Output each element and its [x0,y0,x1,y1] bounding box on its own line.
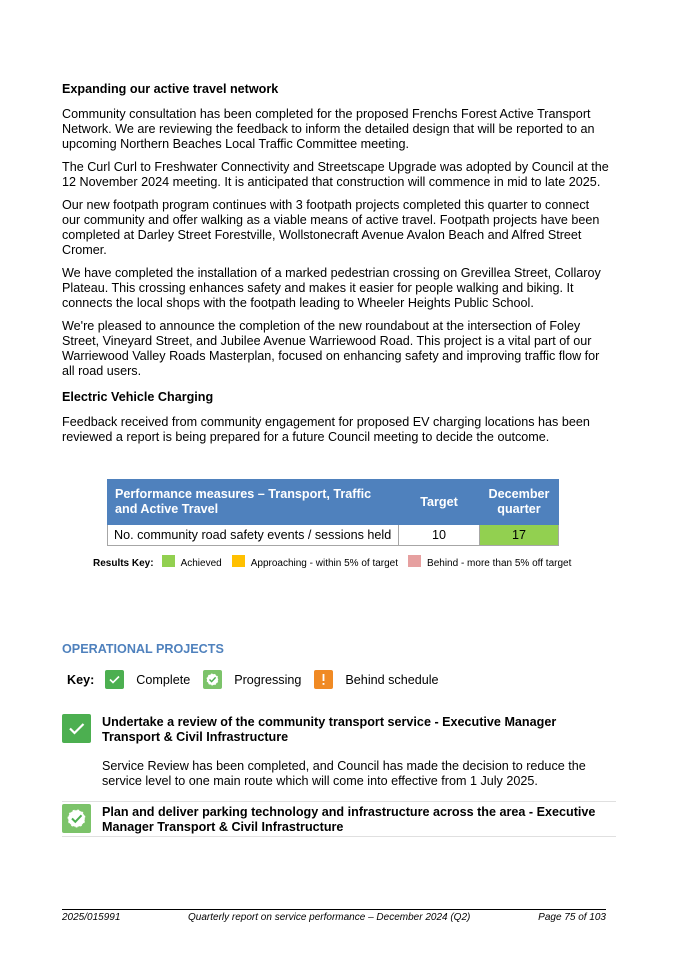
operational-key [67,670,452,689]
performance-measures-table [107,479,559,546]
achieved-swatch [162,555,175,567]
project-item [62,801,616,837]
behind-schedule-icon [314,670,333,689]
project-title: Undertake a review of the community transport service - Executive Manager Transport & Civil Infrastructure [102,715,557,744]
section-heading-active-travel: Expanding our active travel network [62,82,279,96]
paragraph: Our new footpath program continues with 3 footpath projects completed this quarter to connect our community and offer walking as a viable means of active travel. Footpath projects have been completed at Darley Street Forestville, Wollstonecraft Avenue Avalon Beach and Alfred Street Cromer. [62,198,600,257]
key-behind-schedule-label: Behind schedule [345,672,439,687]
project-description: Service Review has been completed, and Council has made the decision to reduce the service level to one main route which will come into effective from 1 July 2025. [102,759,586,788]
cell-measure: No. community road safety events / sessions held [108,525,399,546]
results-key-behind: Behind - more than 5% off target [427,557,572,569]
progressing-icon [203,670,222,689]
complete-icon [62,714,91,743]
results-key-label: Results Key: [93,557,154,569]
key-complete-label: Complete [136,672,191,687]
paragraph: Community consultation has been completed for the proposed Frenchs Forest Active Transport Network. We are reviewing the feedback to inform the detailed design that will be reported to an upcoming Northern Beaches Local Traffic Committee meeting. [62,107,595,151]
project-title: Plan and deliver parking technology and infrastructure across the area - Executive Manager Transport & Civil Infrastructure [102,805,596,834]
paragraph: We're pleased to announce the completion of the new roundabout at the intersection of Foley Street, Vineyard Street, and Jubilee Avenue Warriewood Road. This project is a vital part of our Warriewood Valley Roads Masterplan, focused on enhancing safety and improving traffic flow for all road users. [62,319,600,378]
cell-december: 17 [480,525,559,546]
footer-doc-number: 2025/015991 [62,912,121,923]
header-december-quarter: December quarter [480,480,559,525]
paragraph: We have completed the installation of a marked pedestrian crossing on Grevillea Street, Collaroy Plateau. This crossing enhances safety and makes it easier for people walking and biking. It connects the local shops with the footpath leading to Wheeler Heights Public School. [62,266,601,310]
page-footer [62,909,606,923]
section-heading-ev-charging: Electric Vehicle Charging [62,390,214,404]
results-key-approaching: Approaching - within 5% of target [250,557,399,569]
complete-icon [105,670,124,689]
results-key [93,557,581,569]
progressing-icon [62,804,91,833]
table-header-row [108,480,559,525]
key-progressing-label: Progressing [234,672,302,687]
footer-title: Quarterly report on service performance – December 2024 (Q2) [188,912,471,923]
results-key-achieved: Achieved [180,557,222,569]
header-target: Target [399,480,480,525]
approaching-swatch [232,555,245,567]
key-label: Key: [67,672,95,687]
footer-page-number: Page 75 of 103 [538,912,606,923]
header-measure: Performance measures – Transport, Traffic and Active Travel [108,480,399,525]
cell-target: 10 [399,525,480,546]
operational-projects-heading: OPERATIONAL PROJECTS [62,642,224,656]
paragraph: Feedback received from community engagement for proposed EV charging locations has been reviewed a report is being prepared for a future Council meeting to decide the outcome. [62,415,590,444]
behind-swatch [408,555,421,567]
table-row [108,525,559,546]
paragraph: The Curl Curl to Freshwater Connectivity and Streetscape Upgrade was adopted by Council at the 12 November 2024 meeting. It is anticipated that construction will commence in mid to late 2025. [62,160,609,189]
